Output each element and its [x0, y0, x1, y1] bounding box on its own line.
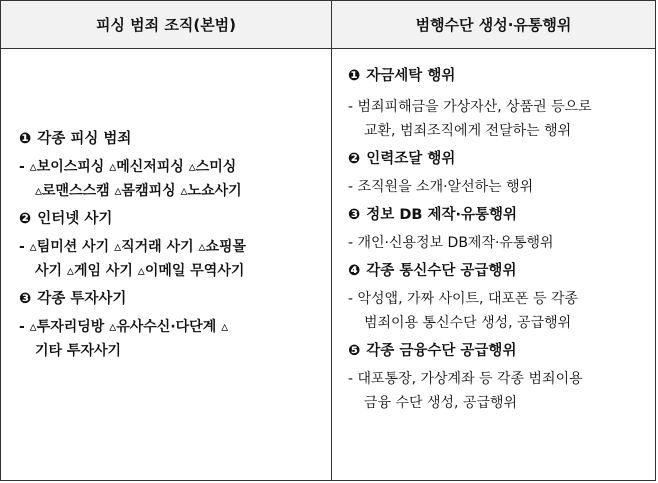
circled-number-3-icon: ❸ — [19, 291, 32, 307]
right-section-2-line-1: - 조직원을 소개·알선하는 행위 — [348, 179, 534, 195]
column-divider — [331, 1, 332, 480]
right-column — [348, 64, 648, 415]
left-section-3-title — [19, 287, 324, 311]
right-section-1-label: 자금세탁 행위 — [366, 68, 456, 84]
right-section-2-title — [348, 147, 648, 171]
left-section-1-line-2: ▵로맨스스캠 ▵몸캠피싱 ▵노쇼사기 — [35, 183, 242, 199]
right-section-3-title — [348, 203, 648, 227]
right-section-5-line-2: 금융 수단 생성, 공급행위 — [364, 395, 518, 411]
left-section-2-line-2: 사기 ▵게임 사기 ▵이메일 무역사기 — [35, 263, 245, 279]
right-section-4-line-2: 범죄이용 통신수단 생성, 공급행위 — [364, 315, 572, 331]
right-section-1-line-1: - 범죄피해금을 가상자산, 상품권 등으로 — [348, 99, 592, 115]
left-section-2-line-1: - ▵팀미션 사기 ▵직거래 사기 ▵쇼핑몰 — [19, 239, 247, 255]
left-section-1-label: 각종 피싱 범죄 — [37, 131, 132, 147]
right-section-4-label: 각종 통신수단 공급행위 — [366, 263, 517, 279]
right-section-1-title — [348, 64, 648, 88]
header-right: 범행수단 생성·유통행위 — [415, 16, 572, 34]
right-section-5-line-1: - 대포통장, 가상계좌 등 각종 범죄이용 — [348, 371, 583, 387]
circled-number-2-icon: ❷ — [348, 151, 361, 167]
right-section-5-label: 각종 금융수단 공급행위 — [366, 343, 517, 359]
circled-number-3-icon: ❸ — [348, 207, 361, 223]
left-column — [19, 127, 324, 363]
circled-number-1-icon: ❶ — [19, 131, 32, 147]
left-section-3-line-1: - ▵투자리딩방 ▵유사수신·다단계 ▵ — [19, 319, 229, 335]
right-section-4-line-1: - 악성앱, 가짜 사이트, 대포폰 등 각종 — [348, 291, 578, 307]
right-section-2-label: 인력조달 행위 — [366, 151, 456, 167]
left-section-3-label: 각종 투자사기 — [37, 291, 127, 307]
right-section-1-line-2: 교환, 범죄조직에게 전달하는 행위 — [364, 123, 572, 139]
circled-number-1-icon: ❶ — [348, 68, 361, 84]
left-section-1-line-1: - ▵보이스피싱 ▵메신저피싱 ▵스미싱 — [19, 159, 237, 175]
left-section-1-title — [19, 127, 324, 151]
circled-number-4-icon: ❹ — [348, 263, 361, 279]
circled-number-5-icon: ❺ — [348, 343, 361, 359]
right-section-3-line-1: - 개인·신용정보 DB제작·유통행위 — [348, 235, 554, 251]
left-section-3-line-2: 기타 투자사기 — [35, 343, 122, 359]
left-section-2-title — [19, 207, 324, 231]
circled-number-2-icon: ❷ — [19, 211, 32, 227]
right-section-5-title — [348, 339, 648, 363]
right-section-4-title — [348, 259, 648, 283]
left-section-2-label: 인터넷 사기 — [37, 211, 113, 227]
header-left: 피싱 범죄 조직(본범) — [95, 16, 237, 34]
right-section-3-label: 정보 DB 제작·유통행위 — [366, 207, 518, 223]
